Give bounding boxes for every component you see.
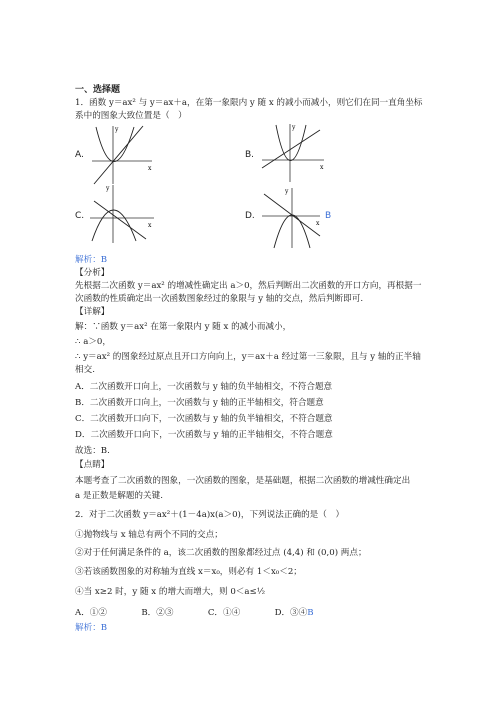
q1-solution-line4: 相交. [75,365,95,375]
section-title: 一、选择题 [75,85,121,95]
q2-statement-3: ③若该函数图象的对称轴为直线 x＝x₀，则必有 1＜x₀＜2； [75,567,302,577]
q1-analysis-label: 解析：B [75,255,108,265]
q1-explain-b: B．二次函数开口向上，一次函数与 y 轴的正半轴相交，符合题意 [75,398,324,408]
q1-graph-b [258,122,328,184]
q1-explain-d: D．二次函数开口向下，一次函数与 y 轴的正半轴相交，不符合题意 [75,430,333,440]
y-axis-label: y [115,126,119,133]
q1-dianjing-title: 【点睛】 [75,460,110,470]
x-axis-label: x [148,222,152,229]
q1-option-d-label: D. [245,211,255,221]
q1-graph-a [88,124,156,186]
q2-statement-2: ②对于任何满足条件的 a，该二次函数的图象都经过点 (4,4) 和 (0,0) 两点； [75,548,367,558]
q1-explain-a: A．二次函数开口向上，一次函数与 y 轴的负半轴相交，不符合题意 [75,382,333,392]
q2-statement-1: ①抛物线与 x 轴总有两个不同的交点； [75,530,223,540]
q1-conclusion: 故选：B. [75,446,110,456]
q1-stem-line1: 1．函数 y＝ax² 与 y＝ax＋a，在第一象限内 y 随 x 的减小而减小，则它们在同一直角坐标 [75,98,423,108]
q1-fenxi-line1: 先根据二次函数 y＝ax² 的增减性确定出 a＞0，然后判断出二次函数的开口方向，再根据一 [75,281,422,291]
y-axis-label: y [106,185,110,192]
x-axis-label: x [148,165,152,172]
q1-solution-line2: ∴ a＞0， [75,337,111,347]
q1-solution-line3: ∴ y＝ax² 的图象经过原点且开口方向向上，y＝ax＋a 经过第一三象限，且与 y 轴的正半轴 [75,352,421,362]
x-axis-label: x [316,220,320,227]
q1-explain-c: C．二次函数开口向下，一次函数与 y 轴的负半轴相交，不符合题意 [75,414,333,424]
y-axis-label: y [285,188,289,195]
q2-choice-mark: B [307,608,314,618]
q2-choices-text: A．①② B．②③ C．①④ D．③④ [75,608,308,618]
q1-option-c-label: C. [75,211,85,221]
q2-statement-4: ④当 x≥2 时，y 随 x 的增大而增大，则 0＜a≤½ [75,587,266,597]
q2-choices [75,607,314,619]
q1-graph-d [258,186,324,250]
q2-analysis-label: 解析：B [75,623,108,633]
q1-fenxi-title: 【分析】 [75,268,110,278]
q1-dianjing-line1: 本题考查了二次函数的图象，一次函数的图象，是基础题，根据二次函数的增减性确定出 [75,476,411,486]
y-axis-label: y [292,124,296,131]
q1-solution-line1: 解：∵函数 y＝ax² 在第一象限内 y 随 x 的减小而减小， [75,322,292,332]
q1-graph-c [86,183,158,245]
q1-answer-mark: B [325,211,332,221]
q1-fenxi-line2: 次函数的性质确定出一次函数图象经过的象限与 y 轴的交点，然后判断即可. [75,294,364,304]
x-axis-label: x [320,164,324,171]
q1-dianjing-line2: a 是正数是解题的关键. [75,491,163,501]
q1-option-b-label: B. [245,150,255,160]
q2-stem: 2．对于二次函数 y＝ax²＋(1－4a)x(a＞0)，下列说法正确的是（ ） [75,510,345,520]
q1-stem-line2: 系中的图象大致位置是（ ） [75,111,187,121]
q1-option-a-label: A. [75,150,84,160]
q1-xiangjie-title: 【详解】 [75,307,110,317]
